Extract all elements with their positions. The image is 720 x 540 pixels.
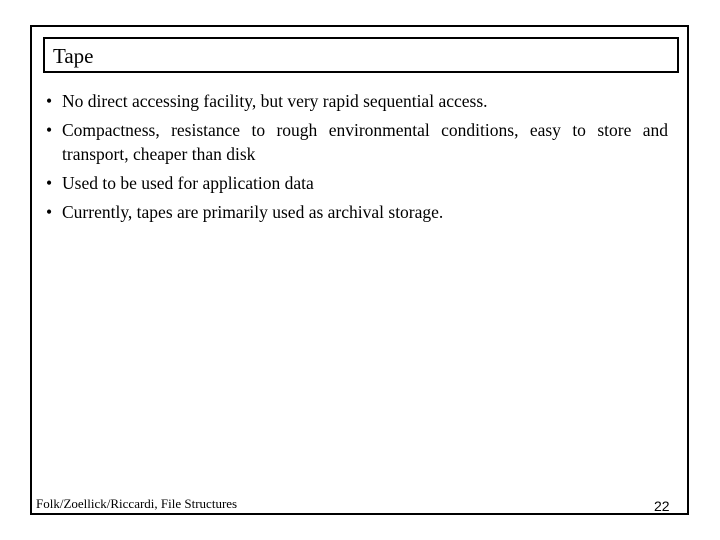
bullet-text: No direct accessing facility, but very rapid sequential access. [62, 91, 488, 111]
bullet-icon: • [46, 202, 53, 222]
bullet-item [46, 89, 668, 113]
slide-title: Tape [53, 44, 94, 68]
bullet-text: Used to be used for application data [62, 173, 314, 193]
bullet-icon: • [46, 120, 53, 140]
title-box [43, 37, 679, 73]
bullet-item [46, 200, 668, 224]
bullet-item [46, 171, 668, 195]
bullet-icon: • [46, 91, 53, 111]
bullet-icon: • [46, 173, 53, 193]
footer-source: Folk/Zoellick/Riccardi, File Structures [36, 496, 238, 511]
bullet-item [46, 118, 668, 166]
bullet-text: Compactness, resistance to rough environmental conditions, easy to store and transport, cheaper than disk [62, 120, 668, 164]
bullet-list [46, 89, 668, 229]
page-number: 22 [654, 498, 670, 514]
bullet-text: Currently, tapes are primarily used as archival storage. [62, 202, 444, 222]
